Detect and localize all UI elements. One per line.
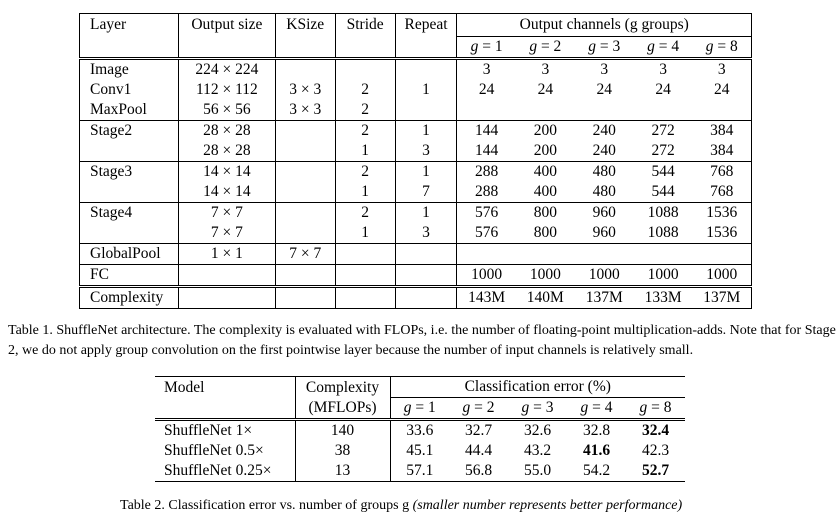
table-row	[155, 441, 685, 461]
layer-name: Stage4	[80, 203, 179, 224]
output-channels: 272	[634, 121, 693, 142]
output-channels: 480	[592, 183, 616, 201]
complexity-value: 133M	[634, 287, 693, 309]
layer-name: GlobalPool	[80, 244, 179, 265]
classification-error: 54.2	[582, 462, 611, 480]
output-channels: 800	[516, 203, 575, 224]
repeat	[395, 244, 457, 265]
group-col-header: g = 8	[693, 37, 752, 59]
table-row	[80, 100, 752, 121]
stride: 1	[335, 182, 395, 203]
model-name: ShuffleNet 0.5×	[155, 441, 295, 461]
empty-cell	[335, 287, 395, 309]
table-row	[80, 141, 752, 162]
repeat	[395, 265, 457, 287]
repeat: 7	[395, 182, 457, 203]
output-channels: 24	[693, 80, 752, 100]
table-row	[80, 265, 752, 287]
output-channels: 1000	[575, 265, 634, 287]
complexity-value: 137M	[575, 287, 634, 309]
output-size: 28 × 28	[178, 141, 275, 162]
output-channels: 800	[533, 224, 557, 242]
output-channels: 1000	[634, 265, 693, 287]
output-channels: 288	[457, 162, 516, 183]
repeat	[395, 100, 457, 121]
output-channels: 400	[516, 162, 575, 183]
output-size: 14 × 14	[178, 182, 275, 203]
output-channels: 576	[475, 224, 499, 242]
output-channels: 1088	[634, 203, 693, 224]
output-channels: 3	[516, 59, 575, 81]
output-channels: 24	[655, 81, 671, 99]
kernel-size: 3 × 3	[275, 100, 335, 121]
output-channels: 3	[634, 59, 693, 81]
output-channels: 384	[693, 141, 752, 162]
output-channels: 768	[693, 182, 752, 203]
output-channels: 1536	[693, 203, 752, 224]
model-name: ShuffleNet 0.25×	[155, 461, 295, 482]
classification-error: 32.4	[626, 420, 685, 442]
layer-name	[80, 223, 179, 244]
output-channels: 200	[516, 121, 575, 142]
output-channels	[575, 244, 634, 265]
architecture-table	[79, 13, 752, 309]
output-channels	[575, 100, 634, 121]
kernel-size	[275, 141, 335, 162]
output-channels: 384	[693, 121, 752, 142]
complexity-value: 38	[295, 441, 390, 461]
header-output-channels	[457, 14, 752, 37]
empty-cell	[178, 287, 275, 309]
output-channels: 24	[596, 81, 612, 99]
group-col-header: g = 4	[567, 398, 626, 420]
stride: 2	[335, 80, 395, 100]
kernel-size	[275, 203, 335, 224]
output-size: 14 × 14	[178, 162, 275, 183]
output-size: 1 × 1	[178, 244, 275, 265]
repeat: 3	[395, 223, 457, 244]
output-channels: 288	[475, 183, 499, 201]
header-complexity-unit: (MFLOPs)	[295, 398, 390, 420]
classification-error: 32.8	[567, 420, 626, 442]
repeat	[395, 59, 457, 81]
output-channels: 960	[592, 224, 616, 242]
header-complexity: Complexity	[295, 377, 390, 398]
classification-error-table	[155, 376, 685, 482]
complexity-value: 143M	[457, 287, 516, 309]
stride: 1	[335, 141, 395, 162]
output-channels	[457, 100, 516, 121]
table-row	[80, 182, 752, 203]
table2-caption-note: (smaller number represents better performance)	[412, 498, 683, 513]
classification-error: 52.7	[641, 462, 670, 480]
output-channels: 144	[457, 121, 516, 142]
stride	[335, 59, 395, 81]
header-repeat: Repeat	[395, 14, 457, 59]
layer-name: Stage2	[80, 121, 179, 142]
output-channels: 1000	[693, 265, 752, 287]
output-channels: 544	[651, 183, 675, 201]
kernel-size: 7 × 7	[275, 244, 335, 265]
table1-caption: Table 1. ShuffleNet architecture. The complexity is evaluated with FLOPs, i.e. the number of floating-point multiplication-adds. Note that for Stage 2, we do not apply group convolution on the first pointwise layer because the number of input channels is relatively small.	[8, 323, 836, 358]
classification-error: 45.1	[406, 442, 434, 460]
output-channels: 144	[475, 142, 499, 160]
group-col-header: g = 2	[449, 398, 508, 420]
table-row	[80, 203, 752, 224]
output-channels	[693, 244, 752, 265]
output-size: 56 × 56	[178, 100, 275, 121]
table-row	[155, 420, 685, 442]
output-channels: 1536	[693, 223, 752, 244]
header-output-channels-text: Output channels (g groups)	[519, 16, 689, 34]
group-col-header: g = 4	[634, 37, 693, 59]
output-channels: 1000	[516, 265, 575, 287]
output-channels	[693, 100, 752, 121]
classification-error: 32.7	[449, 420, 508, 442]
header-classification-error: Classification error (%)	[464, 378, 611, 396]
table2-caption	[120, 496, 760, 516]
repeat: 1	[395, 162, 457, 183]
stride	[335, 265, 395, 287]
output-channels: 24	[537, 81, 554, 99]
table-row	[80, 244, 752, 265]
complexity-value: 13	[295, 461, 390, 482]
repeat: 3	[395, 141, 457, 162]
group-col-header: g = 1	[390, 398, 449, 420]
layer-name: FC	[80, 265, 179, 287]
table-row	[80, 223, 752, 244]
table-row	[155, 461, 685, 482]
output-channels: 3	[575, 59, 634, 81]
table-row	[80, 162, 752, 183]
header-ksize: KSize	[275, 14, 335, 59]
output-channels	[634, 244, 693, 265]
classification-error: 42.3	[641, 442, 670, 460]
kernel-size	[275, 162, 335, 183]
complexity-value: 137M	[693, 287, 752, 309]
header-model: Model	[155, 377, 295, 398]
output-channels	[516, 244, 575, 265]
output-channels: 3	[457, 59, 516, 81]
table-row	[80, 59, 752, 81]
classification-error: 41.6	[582, 442, 611, 460]
group-col-header: g = 2	[516, 37, 575, 59]
classification-error: 44.4	[464, 442, 493, 460]
complexity-label: Complexity	[80, 287, 179, 309]
model-name: ShuffleNet 1×	[155, 420, 295, 442]
layer-name	[80, 141, 179, 162]
repeat: 1	[395, 121, 457, 142]
repeat: 1	[395, 203, 457, 224]
table-row	[80, 80, 752, 100]
output-channels: 400	[533, 183, 557, 201]
layer-name	[80, 182, 179, 203]
layer-name: Image	[80, 59, 179, 81]
group-col-header: g = 3	[575, 37, 634, 59]
output-channels: 240	[575, 121, 634, 142]
output-channels: 1000	[457, 265, 516, 287]
layer-name: MaxPool	[80, 100, 179, 121]
output-channels: 480	[575, 162, 634, 183]
classification-error: 57.1	[406, 462, 434, 480]
empty-cell	[395, 287, 457, 309]
output-channels: 272	[651, 142, 675, 160]
stride: 1	[335, 223, 395, 244]
output-size	[178, 265, 275, 287]
table-row	[80, 121, 752, 142]
stride: 2	[335, 121, 395, 142]
empty-cell	[275, 287, 335, 309]
output-channels: 544	[634, 162, 693, 183]
output-channels	[457, 244, 516, 265]
header-layer: Layer	[80, 14, 179, 59]
kernel-size	[275, 182, 335, 203]
group-col-header: g = 1	[457, 37, 516, 59]
complexity-row	[80, 287, 752, 309]
stride: 2	[335, 100, 395, 121]
layer-name: Conv1	[80, 80, 179, 100]
output-size: 7 × 7	[178, 203, 275, 224]
output-channels: 240	[592, 142, 616, 160]
stride: 2	[335, 203, 395, 224]
stride: 2	[335, 162, 395, 183]
classification-error: 33.6	[390, 420, 449, 442]
classification-error: 55.0	[523, 462, 552, 480]
output-size: 7 × 7	[178, 223, 275, 244]
header-stride: Stride	[335, 14, 395, 59]
output-channels: 768	[693, 162, 752, 183]
output-channels: 576	[457, 203, 516, 224]
output-channels: 3	[693, 59, 752, 81]
complexity-value: 140	[295, 420, 390, 442]
kernel-size: 3 × 3	[275, 80, 335, 100]
table2-caption-prefix: Table 2. Classification error vs. number of groups g	[120, 498, 410, 513]
output-channels	[634, 100, 693, 121]
layer-name: Stage3	[80, 162, 179, 183]
group-col-header: g = 8	[626, 398, 685, 420]
kernel-size	[275, 121, 335, 142]
classification-error: 43.2	[523, 442, 552, 460]
output-size: 224 × 224	[178, 59, 275, 81]
kernel-size	[275, 265, 335, 287]
output-channels: 200	[533, 142, 557, 160]
kernel-size	[275, 223, 335, 244]
complexity-value: 140M	[516, 287, 575, 309]
output-channels: 1088	[647, 224, 679, 242]
classification-error: 56.8	[464, 462, 493, 480]
output-channels	[516, 100, 575, 121]
classification-error: 32.6	[508, 420, 567, 442]
repeat: 1	[395, 80, 457, 100]
output-size: 28 × 28	[178, 121, 275, 142]
output-channels: 24	[478, 81, 495, 99]
output-size: 112 × 112	[178, 80, 275, 100]
output-channels: 960	[575, 203, 634, 224]
group-col-header: g = 3	[508, 398, 567, 420]
kernel-size	[275, 59, 335, 81]
header-output-size: Output size	[178, 14, 275, 59]
stride	[335, 244, 395, 265]
